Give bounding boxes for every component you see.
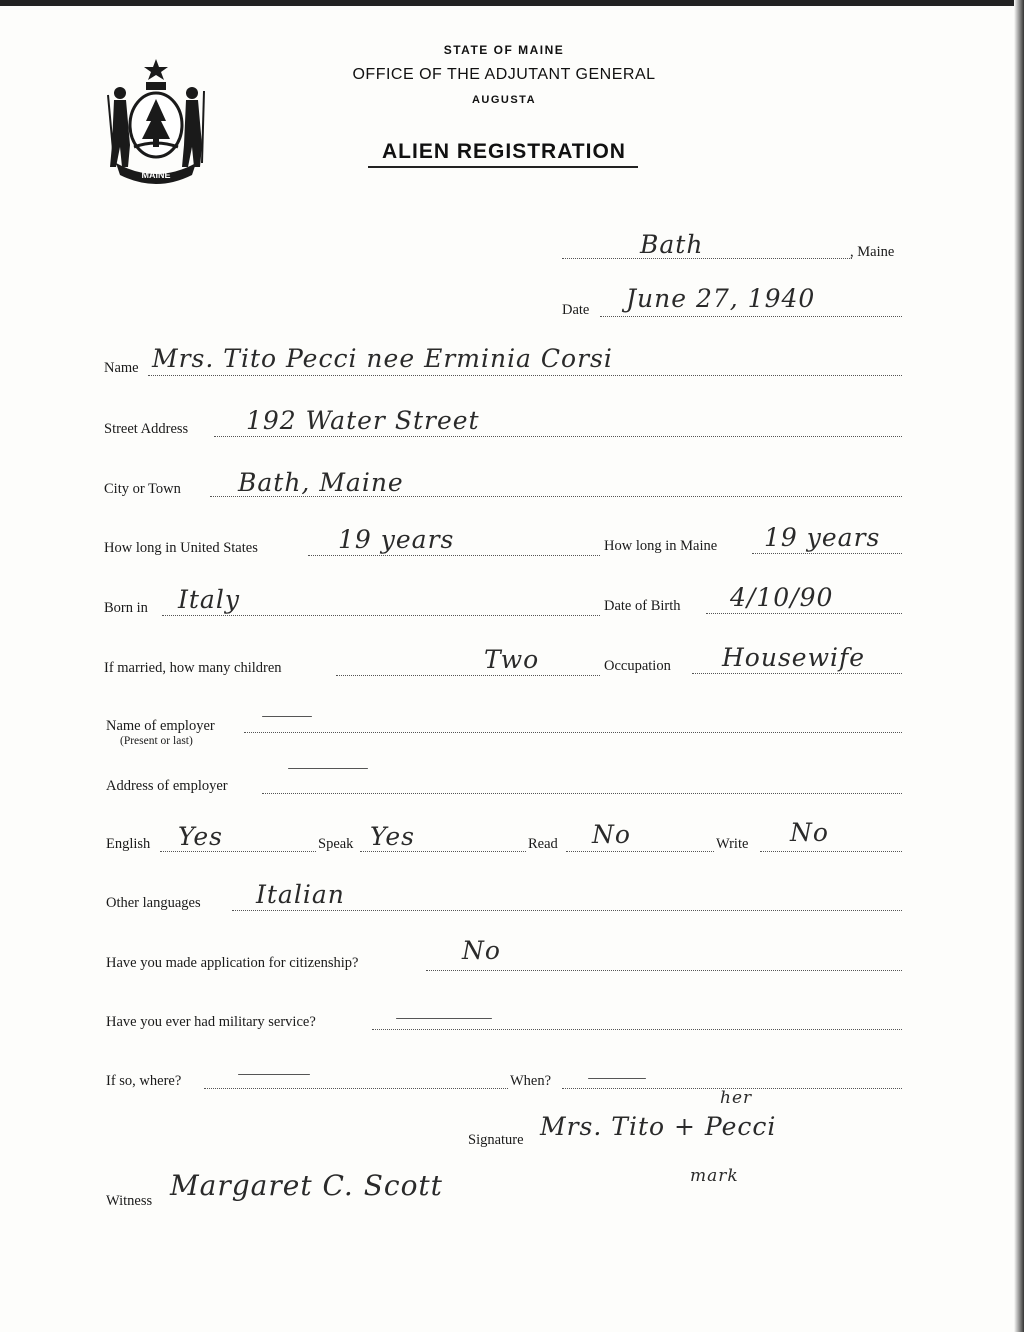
if-so-where-label: If so, where? bbox=[106, 1073, 182, 1089]
write-value: No bbox=[790, 818, 829, 847]
citizenship-value: No bbox=[462, 936, 501, 965]
witness-value: Margaret C. Scott bbox=[170, 1169, 443, 1202]
how-long-us-label: How long in United States bbox=[104, 540, 258, 556]
signature-her-note: her bbox=[720, 1088, 753, 1108]
scan-edge-top bbox=[0, 0, 1024, 6]
date-label: Date bbox=[562, 302, 590, 318]
other-languages-value: Italian bbox=[256, 880, 345, 909]
date-value: June 27, 1940 bbox=[626, 284, 816, 313]
military-line bbox=[372, 1029, 902, 1030]
read-value: No bbox=[592, 820, 631, 849]
military-label: Have you ever had military service? bbox=[106, 1014, 316, 1030]
header-office: OFFICE OF THE ADJUTANT GENERAL bbox=[352, 66, 656, 83]
date-of-birth-line bbox=[706, 613, 902, 614]
how-long-us-line bbox=[308, 555, 600, 556]
employer-name-label: Name of employer bbox=[106, 718, 215, 734]
date-line bbox=[600, 316, 902, 317]
name-value: Mrs. Tito Pecci nee Erminia Corsi bbox=[152, 344, 613, 373]
scan-edge-right bbox=[1014, 0, 1024, 1332]
write-label: Write bbox=[716, 836, 749, 852]
city-value: Bath, Maine bbox=[238, 468, 404, 497]
when-blank-mark bbox=[588, 1078, 646, 1079]
english-label: English bbox=[106, 836, 151, 852]
write-line bbox=[760, 851, 902, 852]
how-long-maine-value: 19 years bbox=[764, 523, 881, 552]
name-line bbox=[148, 375, 902, 376]
place-line bbox=[562, 258, 852, 259]
header-city: AUGUSTA bbox=[471, 94, 537, 106]
street-address-label: Street Address bbox=[104, 421, 189, 437]
speak-label: Speak bbox=[318, 836, 354, 852]
how-long-maine-line bbox=[752, 553, 902, 554]
maine-label: , Maine bbox=[850, 244, 895, 260]
employer-name-note: (Present or last) bbox=[120, 735, 193, 747]
born-in-value: Italy bbox=[178, 585, 240, 614]
citizenship-label: Have you made application for citizenship? bbox=[106, 955, 359, 971]
name-label: Name bbox=[104, 360, 139, 376]
employer-name-blank-mark bbox=[262, 716, 312, 717]
married-children-label: If married, how many children bbox=[104, 660, 282, 676]
occupation-value: Housewife bbox=[722, 643, 866, 672]
born-in-line bbox=[162, 615, 600, 616]
other-languages-label: Other languages bbox=[106, 895, 201, 911]
born-in-label: Born in bbox=[104, 600, 148, 616]
citizenship-line bbox=[426, 970, 902, 971]
how-long-maine-label: How long in Maine bbox=[604, 538, 718, 554]
employer-address-blank-mark bbox=[288, 768, 368, 769]
military-blank-mark bbox=[396, 1018, 492, 1019]
employer-address-label: Address of employer bbox=[106, 778, 228, 794]
children-value: Two bbox=[484, 645, 540, 674]
if-so-where-line bbox=[204, 1088, 508, 1089]
street-address-line bbox=[214, 436, 902, 437]
when-label: When? bbox=[510, 1073, 552, 1089]
employer-address-line bbox=[262, 793, 902, 794]
english-value: Yes bbox=[178, 822, 223, 851]
children-line bbox=[336, 675, 600, 676]
occupation-line bbox=[692, 673, 902, 674]
seal-banner-text: MAINE bbox=[141, 170, 171, 180]
title-underline bbox=[368, 166, 638, 168]
date-of-birth-label: Date of Birth bbox=[604, 598, 681, 614]
city-label: City or Town bbox=[104, 481, 181, 497]
speak-line bbox=[360, 851, 526, 852]
signature-value: Mrs. Tito + Pecci bbox=[540, 1112, 777, 1141]
place-value: Bath bbox=[640, 230, 704, 259]
signature-label: Signature bbox=[468, 1132, 524, 1148]
other-languages-line bbox=[232, 910, 902, 911]
street-address-value: 192 Water Street bbox=[246, 406, 480, 435]
employer-name-line bbox=[244, 732, 902, 733]
form-title: ALIEN REGISTRATION bbox=[382, 140, 626, 163]
english-line bbox=[160, 851, 316, 852]
date-of-birth-value: 4/10/90 bbox=[730, 583, 834, 612]
where-blank-mark bbox=[238, 1074, 310, 1075]
read-line bbox=[566, 851, 714, 852]
how-long-us-value: 19 years bbox=[338, 525, 455, 554]
speak-value: Yes bbox=[370, 822, 415, 851]
header-state: STATE OF MAINE bbox=[443, 43, 565, 57]
occupation-label: Occupation bbox=[604, 658, 671, 674]
read-label: Read bbox=[528, 836, 558, 852]
witness-label: Witness bbox=[106, 1193, 153, 1209]
signature-mark-note: mark bbox=[690, 1166, 739, 1186]
